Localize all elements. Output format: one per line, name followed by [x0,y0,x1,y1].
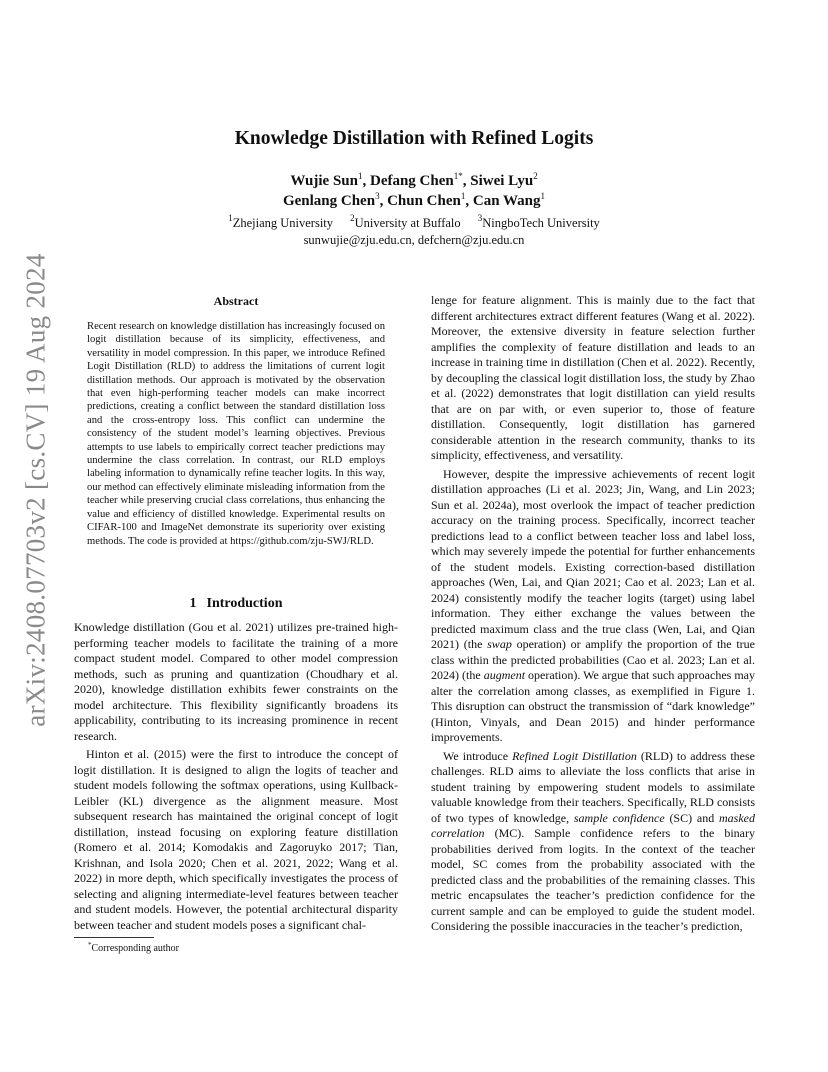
author-name: Wujie Sun [290,173,358,189]
footnote-divider [74,937,154,938]
author-emails: sunwujie@zju.edu.cn, defchern@zju.edu.cn [303,233,525,247]
author-name: Siwei Lyu [470,173,534,189]
paper-title: Knowledge Distillation with Refined Logits [234,128,594,149]
paragraph: Hinton et al. (2015) were the first to introduce the concept of logit distillation. It is designed to align the logits of teacher and student models following the softmax operations, using Kullback-Leibler (KL) divergence as the alignment measure. Most subsequent research has maintained the original concept of logit distillation, instead focusing on exploring feature distillation (Romero et al. 2014; Komodakis and Zagoruyko 2017; Tian, Krishnan, and Isola 2020; Chen et al. 2021, 2022; Wang et al. 2022) in more depth, which specifically investigates the process of selecting and aligning intermediate-level features between teacher and student models. However, the potential architectural disparity between teacher and student models poses a significant chal- [74,747,398,932]
footnote: *Corresponding author [88,941,179,954]
author-name: Genlang Chen [282,193,376,209]
author-name: Can Wang [472,193,541,209]
paragraph: Knowledge distillation (Gou et al. 2021) utilizes pre-trained high-performing teacher models to facilitate the training of a more compact student model. Compared to other model compression methods, such as pruning and quantization (Choudhary et al. 2020), knowledge distillation exhibits fewer constraints on the model architecture. This flexibility significantly broadens its applicability, contributing to its increasing prominence in recent research. [74,620,398,743]
paragraph: However, despite the impressive achievements of recent logit distillation approaches (Li et al. 2023; Jin, Wang, and Lin 2023; Sun et al. 2024a), most overlook the impact of teacher prediction accuracy on the training process. Specifically, incorrect teacher predictions lead to a conflict between teacher loss and label loss, which may severely impede the potential for further enhancements of the student models. Existing correction-based distillation approaches (Wen, Lai, and Qian 2021; Cao et al. 2023; Lan et al. 2024) consistently modify the teacher logits (target) using label information. They either exchange the values between the predicted maximum class and the true class (Wen, Lai, and Qian 2021) (the swap operation) or amplify the proportion of the true class within the predicted probabilities (Cao et al. 2023; Lan et al. 2024) (the augment operation). We argue that such approaches may alter the correlation among classes, as exemplified in Figure 1. This disruption can obstruct the transmission of “dark knowledge” (Hinton, Vinyals, and Dean 2015) and hinder performance improvements. [431,466,756,744]
left-column-body [74,620,398,933]
author-name: Chun Chen [387,193,461,209]
affiliation: NingboTech University [482,216,600,230]
arxiv-identifier-stamp: arXiv:2408.07703v2 [cs.CV] 19 Aug 2024 [20,253,51,727]
affiliations: $^1$Zhejiang University $^2$University at Buffalo $^3$NingboTech University sunwujie@zju.edu.cn, defchern@zju.edu.cn [74,215,754,249]
author-list: Wujie Sun$^1$, Defang Chen$^{1*}$, Siwei Lyu$^2$ Genlang Chen$^3$, Chun Chen$^1$, Can Wang$^1$ [282,171,546,209]
abstract-text: Recent research on knowledge distillation has increasingly focused on logit distillation because of its simplicity, effectiveness, and versatility in model compression. In this paper, we introduce Refined Logit Distillation (RLD) to address the limitations of current logit distillation methods. Our approach is motivated by the observation that even high-performing teacher models can make incorrect predictions, creating a conflict between the standard distillation loss and the cross-entropy loss. This conflict can undermine the consistency of the student model’s learning objectives. Previous attempts to use labels to empirically correct teacher predictions may undermine the class correlation. In contrast, our RLD employs labeling information to dynamically refine teacher logits. In this way, our method can effectively eliminate misleading information from the teacher while preserving crucial class correlations, thus enhancing the value and efficiency of distilled knowledge. Experimental results on CIFAR-100 and ImageNet demonstrate its superiority over existing methods. The code is provided at https://github.com/zju-SWJ/RLD. [87,321,385,547]
paragraph: We introduce Refined Logit Distillation (RLD) to address these challenges. RLD aims to alleviate the loss conflicts that arise in student training by empowering student models to assimilate valuable knowledge from their teachers. Specifically, RLD consists of two types of knowledge, sample confidence (SC) and masked correlation (MC). Sample confidence refers to the binary probabilities derived from logits. In the context of the teacher model, SC comes from the probability associated with the predicted class and the probabilities of the remaining classes. This metric encapsulates the teacher’s prediction confidence for the current sample and can be employed to guide the student model. Considering the possible inaccuracies in the teacher’s prediction, [431,748,756,933]
affiliation: Zhejiang University [232,216,334,230]
affiliation: University at Buffalo [354,216,461,230]
paragraph: lenge for feature alignment. This is mainly due to the fact that different architectures extract different features (Wang et al. 2022). Moreover, the extensive diversity in feature selection further amplifies the complexity of feature distillation and leads to an increase in training time in distillation (Chen et al. 2022). Recently, by decoupling the classical logit distillation loss, the study by Zhao et al. (2022) demonstrates that logit distillation can yield results that are on par with, or even superior to, those of feature distillation. Consequently, logit distillation has garnered considerable attention in the research community, thanks to its simplicity, effectiveness, and versatility. [431,293,755,462]
section-heading: 1 Introduction [189,596,283,611]
right-column-body [431,293,755,935]
abstract-heading: Abstract [213,294,259,308]
author-name: Defang Chen [369,173,454,189]
